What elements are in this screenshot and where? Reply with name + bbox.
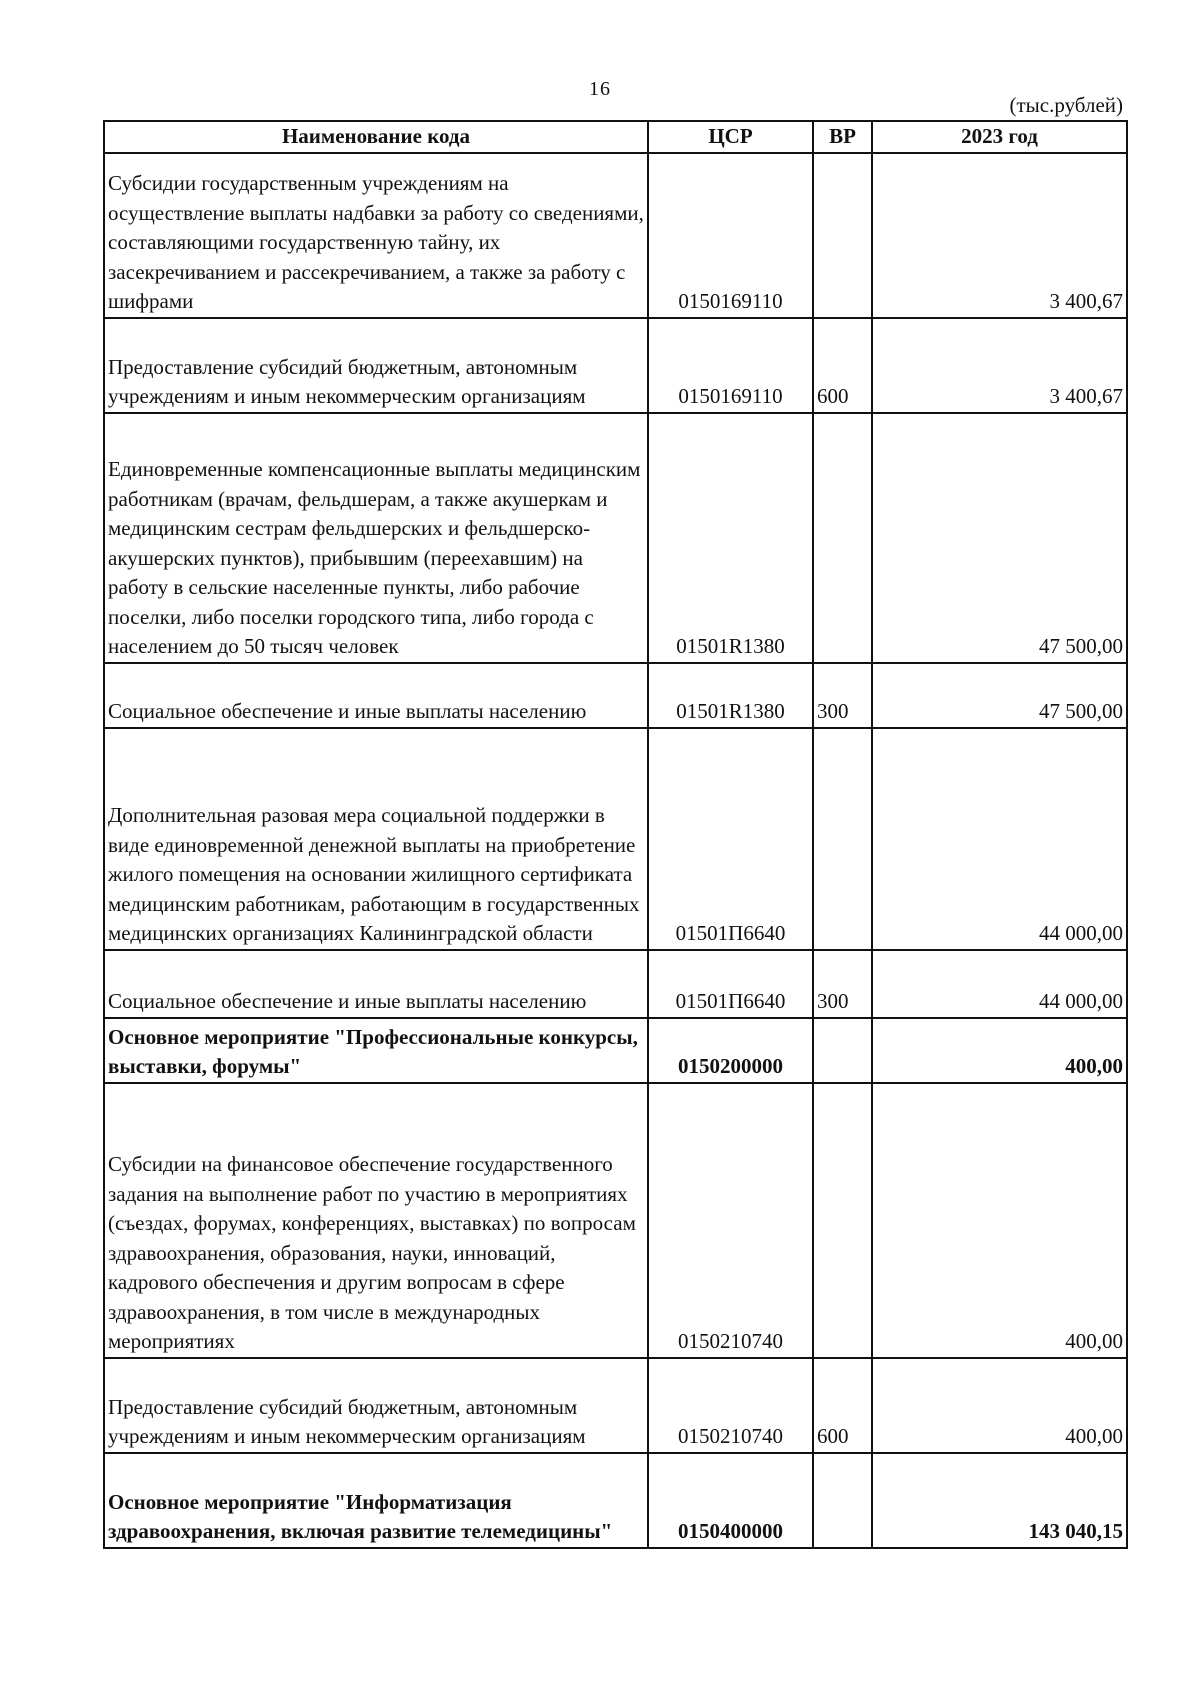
row-csr: 01501R1380 — [648, 413, 813, 663]
row-vr: 300 — [813, 950, 872, 1018]
row-amount: 3 400,67 — [872, 153, 1127, 318]
header-vr: ВР — [813, 121, 872, 153]
row-name: Предоставление субсидий бюджетным, автономным учреждениям и иным некоммерческим организациям — [104, 318, 648, 413]
row-name: Субсидии государственным учреждениям на осуществление выплаты надбавки за работу со сведениями, составляющими государственную тайну, их засекречиванием и рассекречиванием, а также за работу с шифрами — [104, 153, 648, 318]
row-name: Социальное обеспечение и иные выплаты населению — [104, 663, 648, 728]
table-row — [104, 153, 1127, 318]
row-amount: 3 400,67 — [872, 318, 1127, 413]
table-row — [104, 1453, 1127, 1548]
row-amount: 47 500,00 — [872, 663, 1127, 728]
row-csr: 01501П6640 — [648, 950, 813, 1018]
row-csr: 01501П6640 — [648, 728, 813, 950]
row-vr — [813, 153, 872, 318]
row-vr — [813, 1018, 872, 1083]
table-row — [104, 663, 1127, 728]
row-csr: 0150210740 — [648, 1083, 813, 1358]
page-number: 16 — [589, 78, 611, 100]
row-amount: 400,00 — [872, 1018, 1127, 1083]
header-amount: 2023 год — [872, 121, 1127, 153]
budget-table — [103, 120, 1128, 1549]
row-vr — [813, 1453, 872, 1548]
table-row — [104, 413, 1127, 663]
row-amount: 400,00 — [872, 1358, 1127, 1453]
row-amount: 400,00 — [872, 1083, 1127, 1358]
row-amount: 44 000,00 — [872, 950, 1127, 1018]
row-name: Социальное обеспечение и иные выплаты населению — [104, 950, 648, 1018]
row-name: Единовременные компенсационные выплаты медицинским работникам (врачам, фельдшерам, а также акушеркам и медицинским сестрам фельдшерских и фельдшерско-акушерских пунктов), прибывшим (переехавшим) на работу в сельские населенные пункты, либо рабочие поселки, либо поселки городского типа, либо города с населением до 50 тысяч человек — [104, 413, 648, 663]
row-name: Предоставление субсидий бюджетным, автономным учреждениям и иным некоммерческим организациям — [104, 1358, 648, 1453]
row-csr: 0150210740 — [648, 1358, 813, 1453]
table-row — [104, 318, 1127, 413]
units-label: (тыс.рублей) — [1009, 93, 1123, 117]
row-name: Дополнительная разовая мера социальной поддержки в виде единовременной денежной выплаты на приобретение жилого помещения на основании жилищного сертификата медицинским работникам, работающим в государственных медицинских организациях Калининградской области — [104, 728, 648, 950]
table-row — [104, 950, 1127, 1018]
row-csr: 0150169110 — [648, 153, 813, 318]
table-row — [104, 1018, 1127, 1083]
table-row — [104, 1083, 1127, 1358]
table-row — [104, 728, 1127, 950]
row-vr: 600 — [813, 318, 872, 413]
row-name: Субсидии на финансовое обеспечение государственного задания на выполнение работ по участию в мероприятиях (съездах, форумах, конференциях, выставках) по вопросам здравоохранения, образования, науки, инноваций, кадрового обеспечения и другим вопросам в сфере здравоохранения, в том числе в международных мероприятиях — [104, 1083, 648, 1358]
table-body — [104, 153, 1127, 1548]
row-vr — [813, 1083, 872, 1358]
header-csr: ЦСР — [648, 121, 813, 153]
row-name: Основное мероприятие "Информатизация здравоохранения, включая развитие телемедицины" — [104, 1453, 648, 1548]
row-amount: 143 040,15 — [872, 1453, 1127, 1548]
table-header — [104, 121, 1127, 153]
row-csr: 0150169110 — [648, 318, 813, 413]
table-row — [104, 1358, 1127, 1453]
row-vr — [813, 728, 872, 950]
row-vr: 300 — [813, 663, 872, 728]
row-name: Основное мероприятие "Профессиональные конкурсы, выставки, форумы" — [104, 1018, 648, 1083]
header-row — [104, 121, 1127, 153]
row-amount: 44 000,00 — [872, 728, 1127, 950]
row-csr: 01501R1380 — [648, 663, 813, 728]
row-csr: 0150200000 — [648, 1018, 813, 1083]
row-vr — [813, 413, 872, 663]
header-name: Наименование кода — [104, 121, 648, 153]
row-amount: 47 500,00 — [872, 413, 1127, 663]
row-csr: 0150400000 — [648, 1453, 813, 1548]
row-vr: 600 — [813, 1358, 872, 1453]
